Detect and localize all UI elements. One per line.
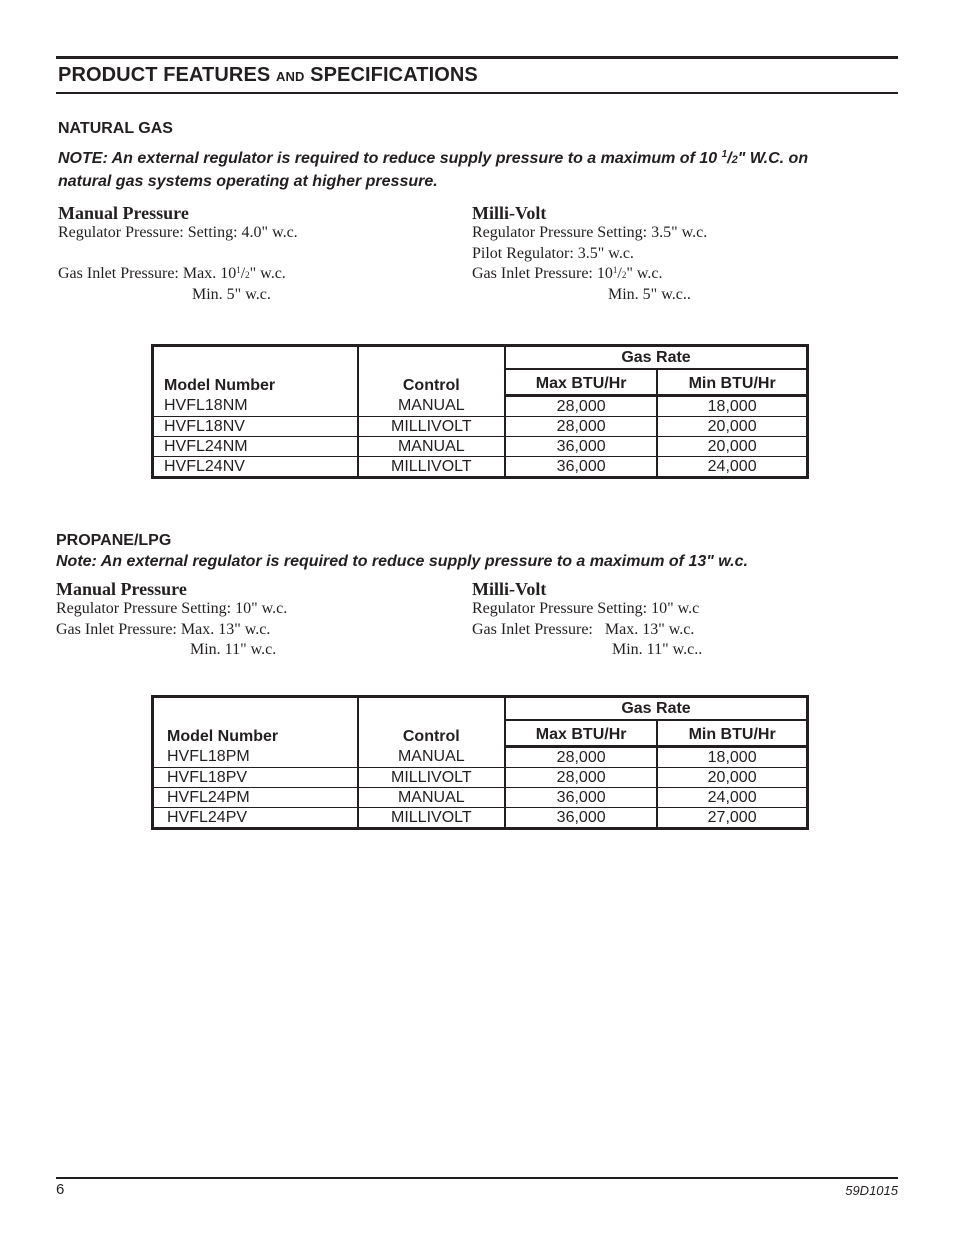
lp-manual-min: Min. 11" w.c. <box>190 641 277 658</box>
model-cell: HVFL24PV <box>153 808 358 829</box>
table-row <box>153 417 808 437</box>
ng-millivolt-block <box>472 203 707 305</box>
ng-manual-inlet: Gas Inlet Pressure: Max. $10^1/2$" w.c. <box>58 265 286 282</box>
min-btu-cell: 18,000 <box>657 747 807 768</box>
min-btu-cell: 20,000 <box>657 437 807 457</box>
model-cell: HVFL24PM <box>153 788 358 808</box>
model-cell: HVFL18NV <box>153 417 358 437</box>
lp-millivolt-min: Min. 11" w.c.. <box>612 641 703 658</box>
propane-rate-table <box>151 695 809 830</box>
lp-manual-inlet: Gas Inlet Pressure: Max. 13" w.c. <box>56 620 271 638</box>
max-btu-cell: 28,000 <box>505 768 657 788</box>
table-header-control: Control <box>358 346 505 396</box>
table-row <box>153 788 808 808</box>
control-cell: MILLIVOLT <box>358 457 505 478</box>
ng-manual-block <box>58 203 298 305</box>
max-btu-cell: 36,000 <box>505 788 657 808</box>
control-cell: MILLIVOLT <box>358 768 505 788</box>
natural-gas-heading: NATURAL GAS <box>58 120 173 137</box>
ng-manual-heading: Manual Pressure <box>58 203 189 223</box>
page-title: PRODUCT FEATURES AND SPECIFICATIONS <box>58 64 478 86</box>
propane-heading: PROPANE/LPG <box>56 532 172 549</box>
lp-manual-regulator: Regulator Pressure Setting: 10" w.c. <box>56 600 288 617</box>
min-btu-cell: 20,000 <box>657 768 807 788</box>
ng-millivolt-regulator: Regulator Pressure Setting: 3.5" w.c. <box>472 224 708 241</box>
lp-millivolt-regulator: Regulator Pressure Setting: 10" w.c <box>472 600 700 617</box>
lp-manual-block <box>56 579 287 661</box>
ng-manual-min: Min. 5" w.c. <box>192 285 271 303</box>
max-btu-cell: 36,000 <box>505 808 657 829</box>
table-row <box>153 457 808 478</box>
table-header-gas-rate: Gas Rate <box>505 346 807 370</box>
min-btu-cell: 24,000 <box>657 457 807 478</box>
table-row <box>153 437 808 457</box>
control-cell: MANUAL <box>358 788 505 808</box>
natural-gas-rate-table <box>151 344 809 479</box>
table-row <box>153 747 808 768</box>
table-row <box>153 768 808 788</box>
lp-millivolt-inlet: Gas Inlet Pressure: Max. 13" w.c. <box>472 620 695 638</box>
table-row <box>153 808 808 829</box>
natural-gas-note: NOTE: An external regulator is required to reduce supply pressure to a maximum of 10 $^1$/2" W.C. on natural gas systems operating at higher pressure. <box>58 149 809 190</box>
table-header-gas-rate: Gas Rate <box>505 697 807 721</box>
max-btu-cell: 28,000 <box>505 747 657 768</box>
table-header-min-btu: Min BTU/Hr <box>657 720 807 747</box>
min-btu-cell: 27,000 <box>657 808 807 829</box>
control-cell: MANUAL <box>358 396 505 417</box>
lp-millivolt-block <box>472 579 702 661</box>
page-number: 6 <box>56 1181 65 1198</box>
max-btu-cell: 36,000 <box>505 457 657 478</box>
control-cell: MILLIVOLT <box>358 808 505 829</box>
ng-millivolt-min: Min. 5" w.c.. <box>608 285 691 303</box>
min-btu-cell: 18,000 <box>657 396 807 417</box>
lp-millivolt-heading: Milli-Volt <box>472 579 547 599</box>
table-header-model: Model Number <box>164 376 276 394</box>
ng-millivolt-heading: Milli-Volt <box>472 203 547 223</box>
propane-note: Note: An external regulator is required to reduce supply pressure to a maximum of 13" w.c. <box>56 553 748 570</box>
max-btu-cell: 28,000 <box>505 417 657 437</box>
top-rule <box>56 56 898 59</box>
min-btu-cell: 24,000 <box>657 788 807 808</box>
control-cell: MANUAL <box>358 437 505 457</box>
document-number: 59D1015 <box>845 1183 898 1198</box>
ng-manual-regulator: Regulator Pressure: Setting: 4.0" w.c. <box>58 224 298 241</box>
lp-manual-heading: Manual Pressure <box>56 579 187 599</box>
ng-millivolt-inlet: Gas Inlet Pressure: $10^1/2$" w.c. <box>472 265 663 282</box>
table-header-max-btu: Max BTU/Hr <box>505 369 657 396</box>
table-header-max-btu: Max BTU/Hr <box>505 720 657 747</box>
table-row <box>153 396 808 417</box>
max-btu-cell: 28,000 <box>505 396 657 417</box>
max-btu-cell: 36,000 <box>505 437 657 457</box>
model-cell: HVFL18NM <box>164 396 248 414</box>
model-cell: HVFL18PM <box>167 747 250 765</box>
control-cell: MILLIVOLT <box>358 417 505 437</box>
min-btu-cell: 20,000 <box>657 417 807 437</box>
title-rule <box>56 92 898 94</box>
control-cell: MANUAL <box>358 747 505 768</box>
table-header-min-btu: Min BTU/Hr <box>657 369 807 396</box>
model-cell: HVFL18PV <box>153 768 358 788</box>
table-header-control: Control <box>358 697 505 747</box>
table-header-model: Model Number <box>167 727 279 745</box>
model-cell: HVFL24NV <box>153 457 358 478</box>
ng-millivolt-pilot: Pilot Regulator: 3.5" w.c. <box>472 244 634 262</box>
model-cell: HVFL24NM <box>153 437 358 457</box>
footer-rule <box>56 1177 898 1179</box>
